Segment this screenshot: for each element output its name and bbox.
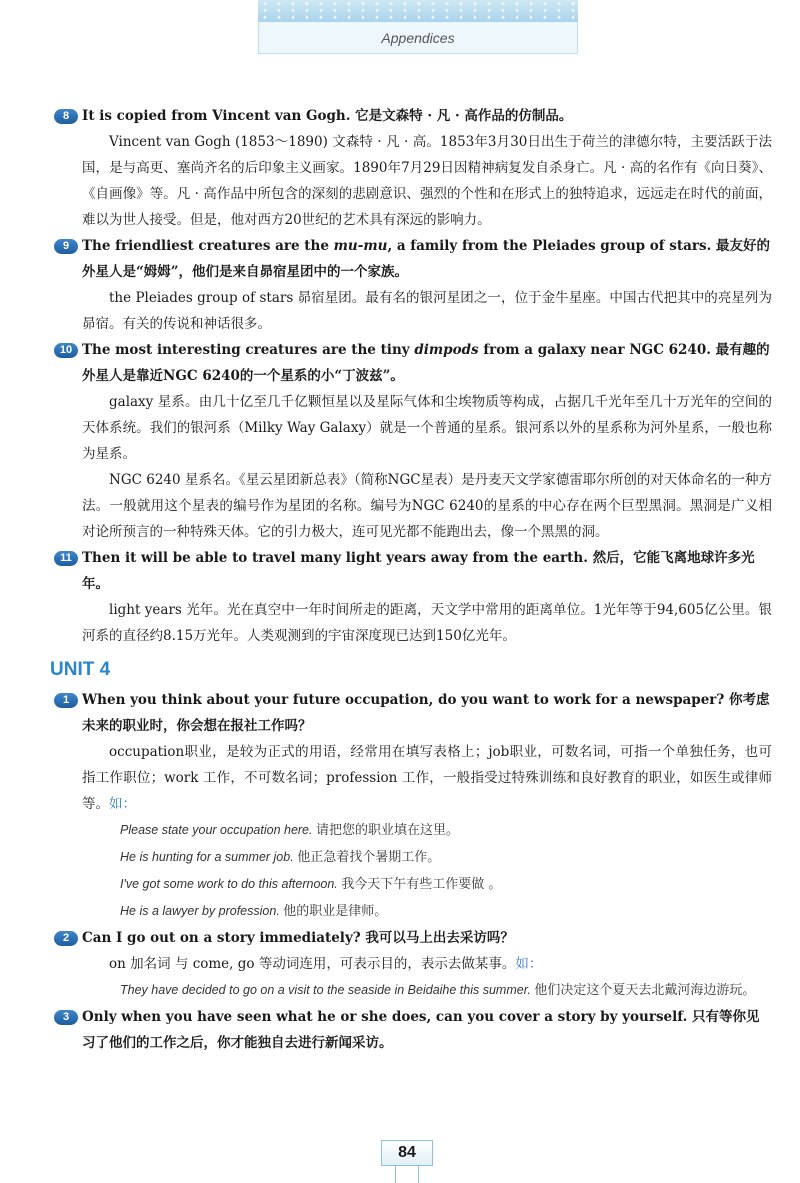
note-item-10 [50, 337, 772, 545]
note-heading [82, 337, 772, 389]
example-sentence [50, 817, 772, 844]
item-number-badge: 8 [54, 109, 78, 124]
heading-term: mu-mu [333, 238, 388, 254]
item-number-badge: 1 [54, 693, 78, 708]
heading-text: The friendliest creatures are the [82, 238, 334, 254]
example-sentence [50, 977, 772, 1004]
item-number-badge: 2 [54, 931, 78, 946]
page-content [50, 103, 772, 1056]
example-en: He is hunting for a summer job. [120, 850, 294, 864]
note-heading: Can I go out on a story immediately? 我可以马上出去采访吗？ [82, 930, 514, 946]
example-en: They have decided to go on a visit to the seaside in Beidaihe this summer. [120, 983, 531, 997]
note-heading [82, 233, 772, 285]
note-item-11 [50, 545, 772, 649]
paragraph-text: occupation职业，是较为正式的用语，经常用在填写表格上；job职业，可数名词，可指一个单独任务，也可指工作职位；work 工作，不可数名词；profession 工作，一般指受过特殊训练和良好教育的职业，如医生或律师等。 [82, 744, 772, 812]
note-paragraph: Vincent van Gogh (1853～1890) 文森特 · 凡 · 高。1853年3月30日出生于荷兰的津德尔特，主要活跃于法国，是与高更、塞尚齐名的后印象主义画家。1890年7月29日因精神病复发自杀身亡。凡 · 高的名作有《向日葵》、《自画像》等。凡 · 高作品中所包含的深刻的悲剧意识、强烈的个性和在形式上的独特追求，远远走在时代的前面，难以为世人接受。但是，他对西方20世纪的艺术具有深远的影响力。 [82, 134, 772, 228]
item-number-badge: 11 [54, 551, 78, 566]
heading-term: dimpods [414, 342, 479, 358]
example-zh: 他的职业是律师。 [283, 904, 388, 919]
example-en: Please state your occupation here. [120, 823, 313, 837]
example-zh: 他们决定这个夏天去北戴河海边游玩。 [534, 983, 756, 998]
note-item-8 [50, 103, 772, 233]
note-paragraph [50, 951, 772, 977]
note-paragraph [50, 739, 772, 817]
section-title: Appendices [381, 29, 455, 46]
header-box [258, 22, 578, 54]
example-sentence [50, 898, 772, 925]
note-heading: It is copied from Vincent van Gogh. 它是文森特 · 凡 · 高作品的仿制品。 [82, 108, 573, 124]
unit-note-item-1 [50, 687, 772, 817]
note-paragraph: light years 光年。光在真空中一年时间所走的距离，天文学中常用的距离单位。1光年等于94,605亿公里。银河系的直径约8.15万光年。人类观测到的宇宙深度现已达到150亿光年。 [82, 602, 772, 644]
note-paragraph: the Pleiades group of stars 昴宿星团。最有名的银河星团之一，位于金牛星座。中国古代把其中的亮星列为昴宿。有关的传说和神话很多。 [82, 290, 772, 332]
note-paragraph: NGC 6240 星系名。《星云星团新总表》（简称NGC星表）是丹麦天文学家德雷耶尔所创的对天体命名的一种方法。一般就用这个星表的编号作为星团的名称。编号为NGC 6240的星系的中心存在两个巨型黑洞。黑洞是广义相对论所预言的一种特殊天体。它的引力极大，连可见光都不能跑出去，像一个黑黑的洞。 [82, 472, 772, 540]
note-paragraph: galaxy 星系。由几十亿至几千亿颗恒星以及星际气体和尘埃物质等构成，占据几千光年至几十万光年的空间的天体系统。我们的银河系（Milky Way Galaxy）就是一个普通的星系。银河系以外的星系称为河外星系，一般也称为星系。 [82, 394, 772, 462]
header-decoration [258, 0, 578, 22]
example-zh: 我今天下午有些工作要做 。 [341, 877, 502, 892]
unit-note-item-3 [50, 1004, 772, 1056]
unit-note-item-2 [50, 925, 772, 977]
note-heading: Only when you have seen what he or she does, can you cover a story by yourself. 只有等你见习了他们的工作之后，你才能独自去进行新闻采访。 [82, 1009, 760, 1051]
item-number-badge: 10 [54, 343, 78, 358]
note-heading: Then it will be able to travel many light years away from the earth. 然后，它能飞离地球许多光年。 [82, 550, 755, 592]
example-marker: 如： [109, 796, 136, 812]
example-en: I've got some work to do this afternoon. [120, 877, 338, 891]
page-number-box [381, 1140, 433, 1166]
note-heading: When you think about your future occupation, do you want to work for a newspaper? 你考虑未来的职业时，你会想在报社工作吗？ [82, 692, 770, 734]
heading-text: , a family from the Pleiades group of stars. 最友好的外星人是“姆姆”，他们是来自昴宿星团中的一个家族。 [82, 238, 770, 280]
unit-title: UNIT 4 [50, 659, 111, 680]
page-number-decoration [395, 1166, 419, 1183]
example-zh: 请把您的职业填在这里。 [315, 823, 459, 838]
item-number-badge: 9 [54, 239, 78, 254]
page-number: 84 [398, 1144, 416, 1161]
note-item-9 [50, 233, 772, 337]
paragraph-text: on 加名词 与 come, go 等动词连用，可表示目的，表示去做某事。 [109, 956, 516, 972]
example-zh: 他正急着找个暑期工作。 [297, 850, 441, 865]
heading-text: The most interesting creatures are the tiny [82, 342, 415, 358]
example-en: He is a lawyer by profession. [120, 904, 280, 918]
example-marker: 如： [515, 956, 543, 972]
heading-text: from a galaxy near NGC 6240. 最有趣的外星人是靠近NGC 6240的一个星系的小“丁波兹”。 [82, 342, 770, 384]
example-sentence [50, 871, 772, 898]
example-sentence [50, 844, 772, 871]
item-number-badge: 3 [54, 1010, 78, 1025]
